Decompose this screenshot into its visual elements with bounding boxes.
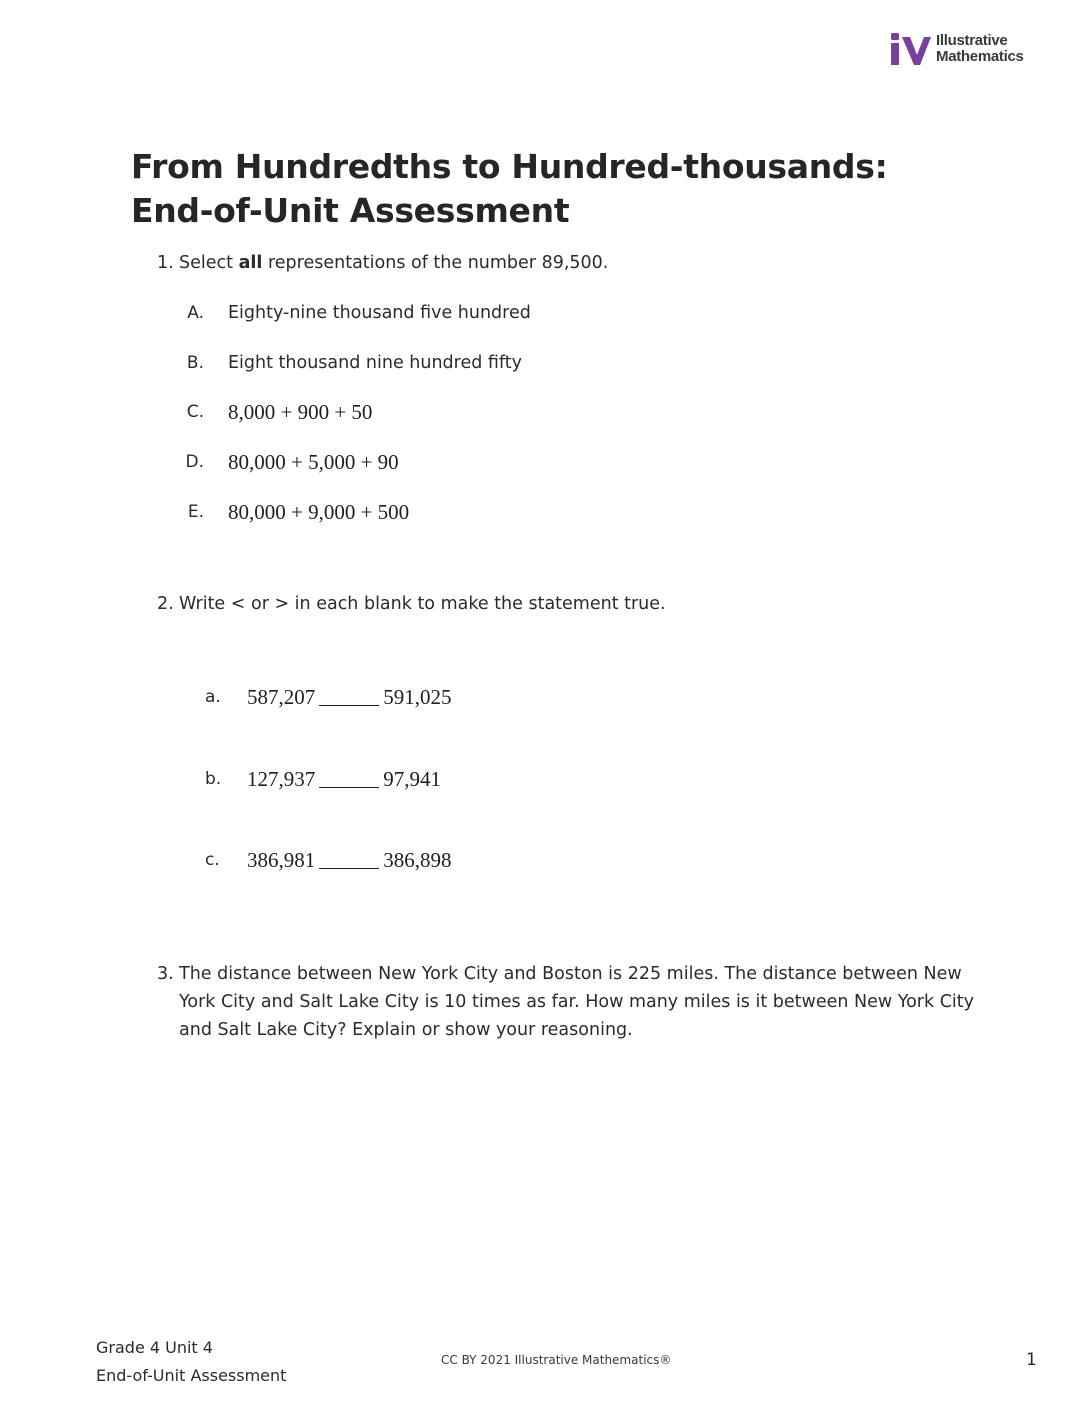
- title-line-2: End-of-Unit Assessment: [131, 191, 570, 230]
- choice-text: Eight thousand nine hundred fifty: [228, 353, 522, 373]
- illustrative-mathematics-logo: [889, 33, 1049, 67]
- question-prompt: [179, 249, 999, 277]
- prompt-post: representations of the number 89,500.: [267, 253, 609, 273]
- right-number: 97,941: [383, 767, 441, 791]
- choice-letter: A.: [187, 303, 204, 323]
- logo-line-1: Illustrative: [936, 32, 1008, 49]
- comparison-expression: [247, 680, 452, 714]
- prompt-pre: Select: [179, 253, 233, 273]
- choice-expression: 80,000 + 5,000 + 90: [228, 450, 399, 474]
- choice-expression: 8,000 + 900 + 50: [228, 400, 373, 424]
- right-number: 591,025: [383, 685, 452, 709]
- page-number: 1: [1026, 1350, 1037, 1370]
- choice-letter: E.: [187, 502, 204, 522]
- left-number: 386,981: [247, 848, 316, 872]
- item-letter: b.: [205, 769, 222, 789]
- choice-letter: C.: [186, 402, 204, 422]
- left-number: 587,207: [247, 685, 316, 709]
- answer-blank[interactable]: [319, 765, 379, 788]
- comparison-expression: [247, 843, 452, 877]
- comparison-expression: [247, 762, 441, 796]
- question-number: 3.: [157, 964, 174, 984]
- choice-letter: D.: [185, 452, 204, 472]
- page-title: [131, 145, 991, 233]
- footer-copyright: CC BY 2021 Illustrative Mathematics®: [441, 1353, 672, 1367]
- choice-expression: 80,000 + 9,000 + 500: [228, 500, 410, 524]
- question-prompt: The distance between New York City and Boston is 225 miles. The distance between New York City and Salt Lake City is 10 times as far. How many miles is it between New York City and Salt Lake City? Explain or show your reasoning.: [179, 964, 975, 1040]
- choice-letter: B.: [186, 353, 204, 373]
- title-line-1: From Hundredths to Hundred-thousands:: [131, 147, 888, 186]
- answer-blank[interactable]: [319, 846, 379, 869]
- question-number: 2.: [157, 594, 174, 614]
- left-number: 127,937: [247, 767, 316, 791]
- item-letter: a.: [205, 687, 221, 707]
- logo-wordmark: [936, 33, 1024, 65]
- item-letter: c.: [205, 850, 220, 870]
- choice-text: Eighty-nine thousand five hundred: [228, 303, 531, 323]
- prompt-bold: all: [238, 253, 263, 273]
- footer-grade-unit: Grade 4 Unit 4: [96, 1338, 213, 1357]
- answer-blank[interactable]: [319, 683, 379, 706]
- question-number: 1.: [157, 253, 174, 273]
- footer-assessment: End-of-Unit Assessment: [96, 1366, 287, 1385]
- logo-line-2: Mathematics: [936, 48, 1024, 65]
- im-logo-icon: [889, 33, 931, 67]
- right-number: 386,898: [383, 848, 452, 872]
- question-prompt: Write < or > in each blank to make the statement true.: [179, 594, 666, 614]
- footer-info: [96, 1334, 286, 1390]
